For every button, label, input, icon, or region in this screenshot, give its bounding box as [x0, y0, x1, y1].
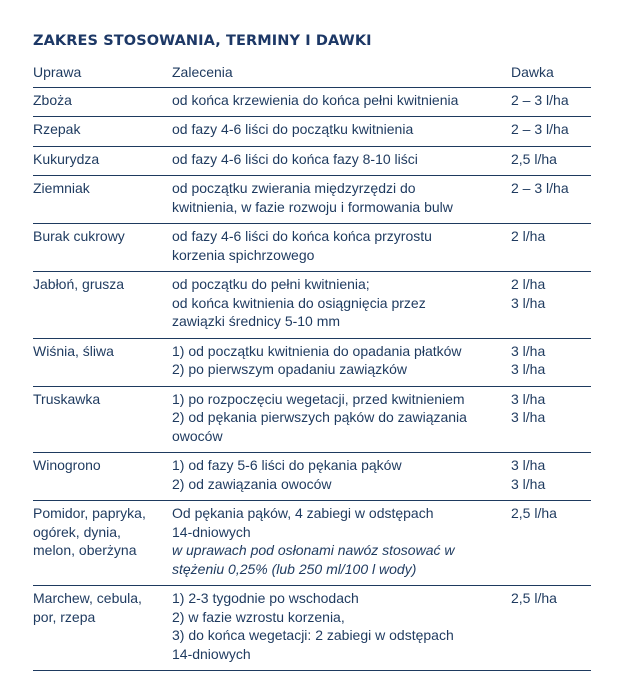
recommendation-cell	[172, 386, 511, 453]
crop-name: Marchew, cebula,	[33, 590, 142, 606]
crop-cell	[33, 501, 172, 586]
recommendation-cell	[172, 453, 511, 501]
dose-value: 3 l/ha	[511, 361, 546, 377]
recommendation-cell	[172, 146, 511, 176]
recommendation-line: zawiązki średnicy 5-10 mm	[172, 313, 341, 329]
recommendation-cell	[172, 176, 511, 224]
dose-cell	[511, 501, 591, 586]
crop-cell	[33, 338, 172, 386]
dose-value: 3 l/ha	[511, 390, 546, 407]
crop-name: Pomidor, papryka,	[33, 505, 146, 521]
dose-cell	[511, 87, 591, 117]
recommendation-cell	[172, 586, 511, 671]
crop-cell	[33, 224, 172, 272]
crop-cell	[33, 117, 172, 147]
dose-cell	[511, 272, 591, 339]
dose-value: 3 l/ha	[511, 409, 546, 425]
crop-name: melon, oberżyna	[33, 542, 137, 558]
recommendation-cell	[172, 338, 511, 386]
recommendation-line: 14-dniowych	[172, 523, 251, 540]
recommendation-line: 1) 2-3 tygodnie po wschodach	[172, 590, 359, 606]
table-row	[33, 501, 591, 586]
crop-cell	[33, 453, 172, 501]
recommendation-line: od początku zwierania międzyrzędzi do	[172, 180, 416, 196]
crop-name: Jabłoń, grusza	[33, 276, 125, 292]
dose-value: 2,5 l/ha	[511, 505, 557, 521]
dose-value: 2 – 3 l/ha	[511, 121, 569, 137]
dose-value: 3 l/ha	[511, 457, 546, 473]
dose-value: 2,5 l/ha	[511, 590, 557, 606]
recommendation-line: od końca krzewienia do końca pełni kwitnienia	[172, 91, 459, 108]
table-body	[33, 87, 591, 671]
table-row	[33, 224, 591, 272]
recommendation-cell	[172, 501, 511, 586]
table-row	[33, 272, 591, 339]
recommendation-line: owoców	[172, 427, 223, 444]
dose-value: 2 – 3 l/ha	[511, 91, 569, 108]
table-row	[33, 386, 591, 453]
recommendation-line: od fazy 4-6 liści do końca końca przyrostu	[172, 228, 432, 244]
recommendation-note: w uprawach pod osłonami nawóz stosować w	[172, 542, 455, 558]
table-row	[33, 586, 591, 671]
dose-cell	[511, 453, 591, 501]
table-row	[33, 453, 591, 501]
dose-cell	[511, 338, 591, 386]
dosage-table	[33, 58, 591, 671]
crop-name: por, rzepa	[33, 608, 96, 625]
recommendation-cell	[172, 224, 511, 272]
section-heading: ZAKRES STOSOWANIA, TERMINY I DAWKI	[33, 33, 372, 49]
table-row	[33, 176, 591, 224]
recommendation-line: 2) w fazie wzrostu korzenia,	[172, 608, 345, 625]
crop-name: ogórek, dynia,	[33, 523, 121, 540]
dose-value: 2 l/ha	[511, 276, 546, 292]
crop-cell	[33, 586, 172, 671]
dose-value: 3 l/ha	[511, 342, 546, 359]
crop-name: Zboża	[33, 91, 72, 108]
dose-cell	[511, 386, 591, 453]
recommendation-line: 1) po rozpoczęciu wegetacji, przed kwitnieniem	[172, 390, 465, 407]
dose-value: 3 l/ha	[511, 294, 546, 311]
crop-name: Rzepak	[33, 121, 81, 137]
crop-name: Ziemniak	[33, 180, 90, 196]
recommendation-line: od fazy 4-6 liści do końca fazy 8-10 liści	[172, 150, 418, 167]
recommendation-line: od fazy 4-6 liści do początku kwitnienia	[172, 121, 414, 137]
table-row	[33, 146, 591, 176]
crop-cell	[33, 176, 172, 224]
header-recommendation: Zalecenia	[172, 58, 511, 87]
recommendation-line: 14-dniowych	[172, 645, 251, 662]
dose-cell	[511, 146, 591, 176]
header-crop: Uprawa	[33, 58, 172, 87]
crop-cell	[33, 272, 172, 339]
recommendation-cell	[172, 272, 511, 339]
table-row	[33, 87, 591, 117]
recommendation-cell	[172, 117, 511, 147]
recommendation-line: Od pękania pąków, 4 zabiegi w odstępach	[172, 505, 434, 521]
recommendation-line: 2) od zawiązania owoców	[172, 475, 332, 492]
table-row	[33, 117, 591, 147]
recommendation-cell	[172, 87, 511, 117]
recommendation-line: kwitnienia, w fazie rozwoju i formowania bulw	[172, 198, 453, 215]
dose-value: 2 – 3 l/ha	[511, 180, 569, 196]
table-row	[33, 338, 591, 386]
crop-name: Wiśnia, śliwa	[33, 342, 114, 359]
crop-name: Burak cukrowy	[33, 228, 125, 244]
table-header-row	[33, 58, 591, 87]
recommendation-line: 2) po pierwszym opadaniu zawiązków	[172, 361, 407, 377]
recommendation-line: korzenia spichrzowego	[172, 246, 315, 263]
header-dose: Dawka	[511, 58, 591, 87]
crop-cell	[33, 386, 172, 453]
crop-name: Winogrono	[33, 457, 101, 473]
crop-cell	[33, 87, 172, 117]
dose-cell	[511, 586, 591, 671]
dose-cell	[511, 117, 591, 147]
dose-cell	[511, 176, 591, 224]
recommendation-line: 3) do końca wegetacji: 2 zabiegi w odstępach	[172, 627, 454, 643]
recommendation-line: od końca kwitnienia do osiągnięcia przez	[172, 294, 426, 311]
dose-value: 3 l/ha	[511, 475, 546, 492]
recommendation-line: 1) od początku kwitnienia do opadania płatków	[172, 342, 462, 359]
recommendation-note: stężeniu 0,25% (lub 250 ml/100 l wody)	[172, 560, 417, 577]
crop-name: Truskawka	[33, 390, 101, 407]
recommendation-line: od początku do pełni kwitnienia;	[172, 276, 370, 292]
recommendation-line: 1) od fazy 5-6 liści do pękania pąków	[172, 457, 402, 473]
dose-value: 2,5 l/ha	[511, 150, 557, 167]
dose-value: 2 l/ha	[511, 228, 546, 244]
dose-cell	[511, 224, 591, 272]
recommendation-line: 2) od pękania pierwszych pąków do zawiązania	[172, 409, 467, 425]
crop-name: Kukurydza	[33, 150, 100, 167]
crop-cell	[33, 146, 172, 176]
